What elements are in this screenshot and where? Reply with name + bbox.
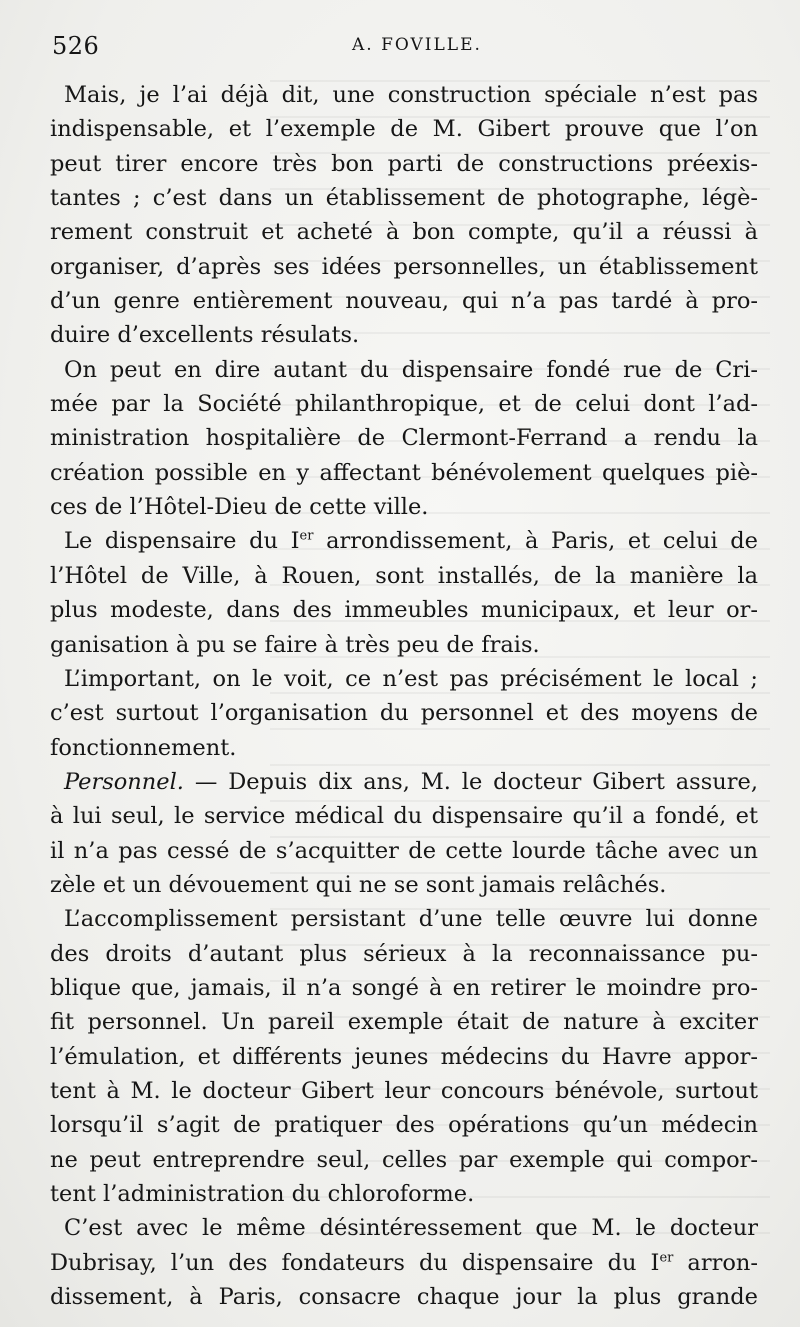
- text-line: [50, 1143, 758, 1177]
- text-segment: blique que, jamais, il n’a songé à en retirer le moindre pro-: [50, 974, 758, 1001]
- text-line: [50, 250, 758, 284]
- text-segment: — Depuis dix ans, M. le docteur Gibert assure,: [183, 768, 758, 795]
- text-segment: à lui seul, le service médical du dispensaire qu’il a fondé, et: [50, 803, 758, 830]
- text-segment: l’émulation, et différents jeunes médecins du Havre appor-: [50, 1043, 758, 1070]
- text-line: [50, 662, 758, 696]
- text-segment: tantes ; c’est dans un établissement de photographe, légè-: [50, 185, 758, 212]
- text-segment: ne peut entreprendre seul, celles par exemple qui compor-: [50, 1146, 758, 1173]
- text-segment: ces de l’Hôtel-Dieu de cette ville.: [50, 494, 429, 521]
- text-segment: fonctionnement.: [50, 734, 237, 761]
- text-line: [50, 559, 758, 593]
- text-line: [50, 696, 758, 730]
- text-line: [50, 1005, 758, 1039]
- text-segment: dissement, à Paris, consacre chaque jour la plus grande: [50, 1284, 758, 1311]
- text-line: [50, 834, 758, 868]
- text-segment: L’important, on le voit, ce n’est pas précisément le local ;: [64, 665, 758, 692]
- text-segment: tent à M. le docteur Gibert leur concours bénévole, surtout: [50, 1077, 758, 1104]
- text-segment: plus modeste, dans des immeubles municipaux, et leur or-: [50, 597, 758, 624]
- text-segment: organiser, d’après ses idées personnelles, un établissement: [50, 253, 758, 280]
- text-segment: lorsqu’il s’agit de pratiquer des opérations qu’un médecin: [50, 1112, 758, 1139]
- text-line: [50, 799, 758, 833]
- text-segment: On peut en dire autant du dispensaire fondé rue de Cri-: [64, 356, 758, 383]
- text-line: [50, 1177, 758, 1211]
- text-line: [50, 1074, 758, 1108]
- text-segment: Mais, je l’ai déjà dit, une construction spéciale n’est pas: [64, 82, 758, 108]
- text-line: [50, 215, 758, 249]
- text-line: [50, 731, 758, 765]
- text-line: [50, 1040, 758, 1074]
- text-line: [50, 765, 758, 799]
- text-segment: d’un genre entièrement nouveau, qui n’a pas tardé à pro-: [50, 288, 758, 315]
- text-segment: des droits d’autant plus sérieux à la reconnaissance pu-: [50, 940, 758, 967]
- text-segment: C’est avec le même désintéressement que M. le docteur: [64, 1215, 758, 1242]
- text-line: [50, 181, 758, 215]
- text-segment: c’est surtout l’organisation du personnel et des moyens de: [50, 700, 758, 727]
- text-line: [50, 421, 758, 455]
- text-segment: Le dispensaire du I: [64, 528, 300, 555]
- text-segment: duire d’excellents résulats.: [50, 322, 360, 349]
- text-line: [50, 937, 758, 971]
- text-line: [50, 1211, 758, 1245]
- text-line: [50, 868, 758, 902]
- text-segment: ganisation à pu se faire à très peu de frais.: [50, 631, 540, 658]
- ordinal-superscript: er: [659, 1250, 674, 1266]
- text-segment: il n’a pas cessé de s’acquitter de cette lourde tâche avec un: [50, 837, 758, 864]
- text-line: [50, 147, 758, 181]
- text-line: [50, 902, 758, 936]
- running-head: A. FOVILLE.: [352, 35, 482, 55]
- text-line: [50, 593, 758, 627]
- text-line: [50, 387, 758, 421]
- text-segment: tent l’administration du chloroforme.: [50, 1181, 475, 1207]
- text-line: [50, 78, 758, 112]
- text-line: [50, 971, 758, 1005]
- text-segment: fit personnel. Un pareil exemple était de nature à exciter: [50, 1009, 758, 1036]
- text-line: [50, 456, 758, 490]
- text-line: [50, 112, 758, 146]
- page-header: [52, 32, 758, 62]
- text-line: [50, 1246, 758, 1280]
- text-segment: L’accomplissement persistant d’une telle œuvre lui donne: [64, 906, 758, 933]
- page-number: 526: [52, 32, 100, 60]
- text-segment: peut tirer encore très bon parti de constructions préexis-: [50, 150, 758, 177]
- text-segment: arron-: [673, 1249, 758, 1276]
- text-segment: l’Hôtel de Ville, à Rouen, sont installés, de la manière la: [50, 562, 758, 589]
- text-segment: mée par la Société philanthropique, et de celui dont l’ad-: [50, 391, 758, 418]
- ordinal-superscript: er: [299, 528, 314, 544]
- text-segment: indispensable, et l’exemple de M. Gibert prouve que l’on: [50, 116, 758, 143]
- text-line: [50, 490, 758, 524]
- text-segment: création possible en y affectant bénévolement quelques piè-: [50, 459, 758, 486]
- text-line: [50, 628, 758, 662]
- text-line: [50, 318, 758, 352]
- text-segment: ministration hospitalière de Clermont-Ferrand a rendu la: [50, 425, 758, 452]
- section-heading: Personnel.: [64, 768, 184, 795]
- body-text: [50, 78, 758, 1314]
- text-line: [50, 353, 758, 387]
- text-line: [50, 1280, 758, 1314]
- text-segment: Dubrisay, l’un des fondateurs du dispensaire du I: [50, 1249, 660, 1276]
- text-line: [50, 284, 758, 318]
- text-segment: rement construit et acheté à bon compte, qu’il a réussi à: [50, 219, 758, 246]
- text-line: [50, 524, 758, 558]
- text-line: [50, 1108, 758, 1142]
- text-segment: zèle et un dévouement qui ne se sont jamais relâchés.: [50, 871, 667, 898]
- text-segment: arrondissement, à Paris, et celui de: [313, 528, 758, 555]
